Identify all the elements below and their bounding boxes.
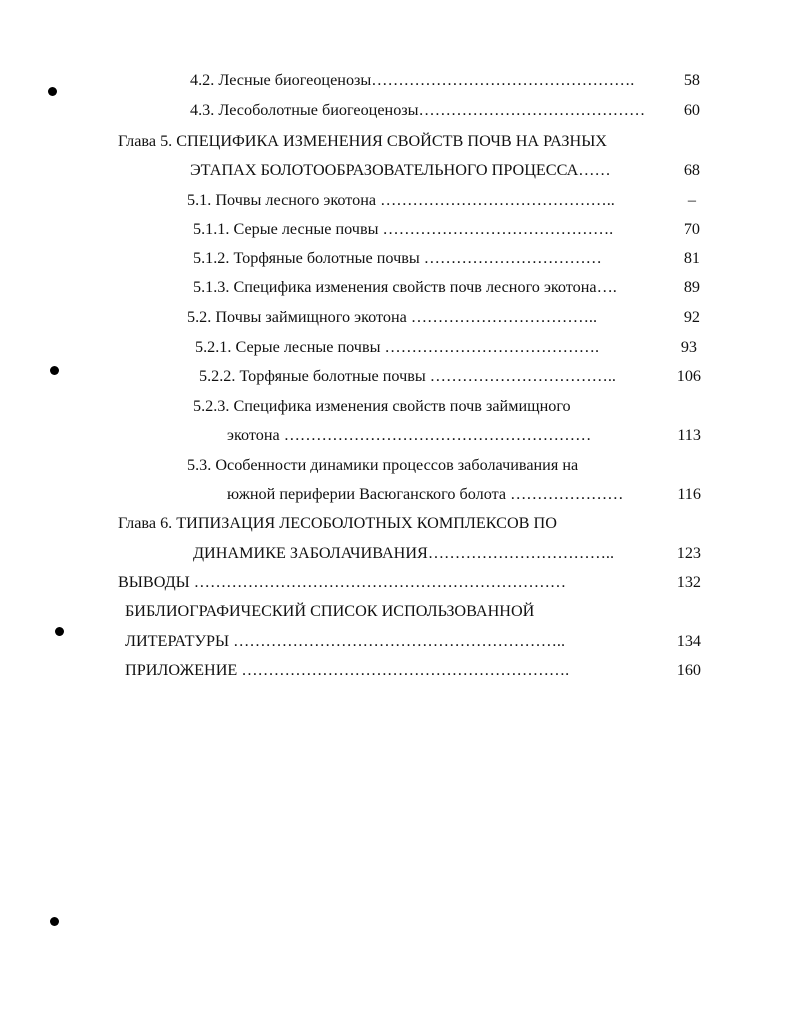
punch-hole-icon <box>55 627 64 636</box>
toc-entry-text: 5.2.1. Серые лесные почвы …………………………………. <box>195 338 599 356</box>
toc-entry-text: 5.1. Почвы лесного экотона …………………………………….. <box>187 191 615 209</box>
toc-entry-text: южной периферии Васюганского болота ………………… <box>227 485 624 503</box>
toc-entry-text: 5.3. Особенности динамики процессов заболачивания на <box>187 456 579 474</box>
toc-entry-text: 5.2. Почвы займищного экотона …………………………….. <box>187 308 598 326</box>
toc-entry-page: 132 <box>676 573 701 591</box>
toc-entry-text: ДИНАМИКЕ ЗАБОЛАЧИВАНИЯ…………………………….. <box>193 544 615 562</box>
toc-entry-text: 5.1.3. Специфика изменения свойств почв лесного экотона…. <box>193 278 617 296</box>
toc-entry-text: 5.1.2. Торфяные болотные почвы …………………………… <box>193 249 602 267</box>
toc-entry-text: экотона ………………………………………………… <box>227 426 592 444</box>
toc-entry-text: 5.1.1. Серые лесные почвы ……………………………………. <box>193 220 614 238</box>
toc-entry-page: 113 <box>677 426 701 444</box>
toc-entry-page: – <box>687 191 696 209</box>
toc-entry-page: 116 <box>677 485 701 503</box>
punch-hole-icon <box>50 366 59 375</box>
punch-hole-icon <box>50 917 59 926</box>
toc-entry-text: ВЫВОДЫ …………………………………………………………… <box>118 573 567 591</box>
toc-entry-text: Глава 6. ТИПИЗАЦИЯ ЛЕСОБОЛОТНЫХ КОМПЛЕКСОВ ПО <box>118 514 557 532</box>
toc-entry-text: Глава 5. СПЕЦИФИКА ИЗМЕНЕНИЯ СВОЙСТВ ПОЧВ НА РАЗНЫХ <box>118 132 607 150</box>
toc-entry-text: ЭТАПАХ БОЛОТООБРАЗОВАТЕЛЬНОГО ПРОЦЕССА…… <box>190 161 611 179</box>
toc-entry-text: ПРИЛОЖЕНИЕ ……………………………………………………. <box>125 661 570 679</box>
toc-entry-text: 5.2.3. Специфика изменения свойств почв займищного <box>193 397 571 415</box>
toc-entry-page: 68 <box>683 161 700 179</box>
toc-entry-page: 123 <box>676 544 701 562</box>
toc-entry-page: 92 <box>683 308 700 326</box>
toc-entry-text: 5.2.2. Торфяные болотные почвы …………………………….. <box>199 367 616 385</box>
toc-entry-page: 60 <box>683 101 700 119</box>
toc-entry-page: 134 <box>676 632 701 650</box>
toc-entry-page: 81 <box>683 249 700 267</box>
toc-entry-page: 93 <box>680 338 697 356</box>
toc-entry-text: ЛИТЕРАТУРЫ …………………………………………………….. <box>125 632 566 650</box>
toc-entry-page: 58 <box>683 71 700 89</box>
toc-entry-text: 4.2. Лесные биогеоценозы…………………………………………. <box>190 71 635 89</box>
toc-entry-text: БИБЛИОГРАФИЧЕСКИЙ СПИСОК ИСПОЛЬЗОВАННОЙ <box>125 602 535 620</box>
toc-entry-text: 4.3. Лесоболотные биогеоценозы…………………………………… <box>190 101 646 119</box>
toc-entry-page: 89 <box>683 278 700 296</box>
toc-entry-page: 70 <box>683 220 700 238</box>
toc-entry-page: 160 <box>676 661 701 679</box>
punch-hole-icon <box>48 87 57 96</box>
toc-entry-page: 106 <box>676 367 701 385</box>
